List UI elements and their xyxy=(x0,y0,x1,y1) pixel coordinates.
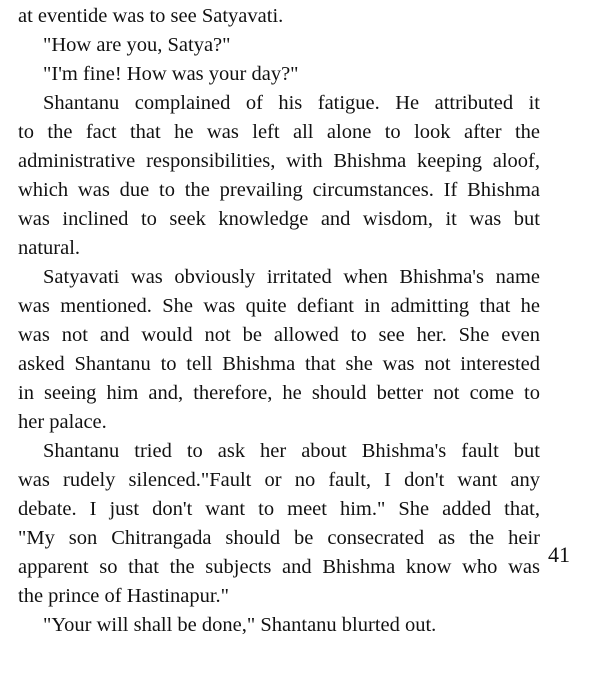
text-line: "Your will shall be done," Shantanu blurted out. xyxy=(43,614,437,636)
text-line: was inclined to seek knowledge and wisdom, it was but xyxy=(18,208,540,230)
text-line: which was due to the prevailing circumstances. If Bhishma xyxy=(18,179,540,201)
body-text xyxy=(18,2,540,640)
text-line: "I'm fine! How was your day?" xyxy=(43,63,299,85)
text-line: was mentioned. She was quite defiant in admitting that he xyxy=(18,295,540,317)
text-line: asked Shantanu to tell Bhishma that she was not interested xyxy=(18,353,540,375)
text-line: natural. xyxy=(18,237,81,259)
text-line: her palace. xyxy=(18,411,107,433)
text-line: debate. I just don't want to meet him." She added that, xyxy=(18,498,540,520)
text-line: "How are you, Satya?" xyxy=(43,34,231,56)
text-line: the prince of Hastinapur." xyxy=(18,585,230,607)
text-line: Satyavati was obviously irritated when Bhishma's name xyxy=(43,266,540,288)
text-line: Shantanu tried to ask her about Bhishma's fault but xyxy=(43,440,540,462)
text-line: Shantanu complained of his fatigue. He attributed it xyxy=(43,92,540,114)
text-line: was rudely silenced."Fault or no fault, I don't want any xyxy=(18,469,540,491)
text-line: was not and would not be allowed to see her. She even xyxy=(18,324,540,346)
page-number: 41 xyxy=(548,542,570,567)
text-line: in seeing him and, therefore, he should better not come to xyxy=(18,382,540,404)
text-line: at eventide was to see Satyavati. xyxy=(18,5,284,27)
text-line: to the fact that he was left all alone to look after the xyxy=(18,121,540,143)
text-line: apparent so that the subjects and Bhishma know who was xyxy=(18,556,540,578)
text-line: administrative responsibilities, with Bhishma keeping aloof, xyxy=(18,150,540,172)
text-line: "My son Chitrangada should be consecrated as the heir xyxy=(18,527,540,549)
